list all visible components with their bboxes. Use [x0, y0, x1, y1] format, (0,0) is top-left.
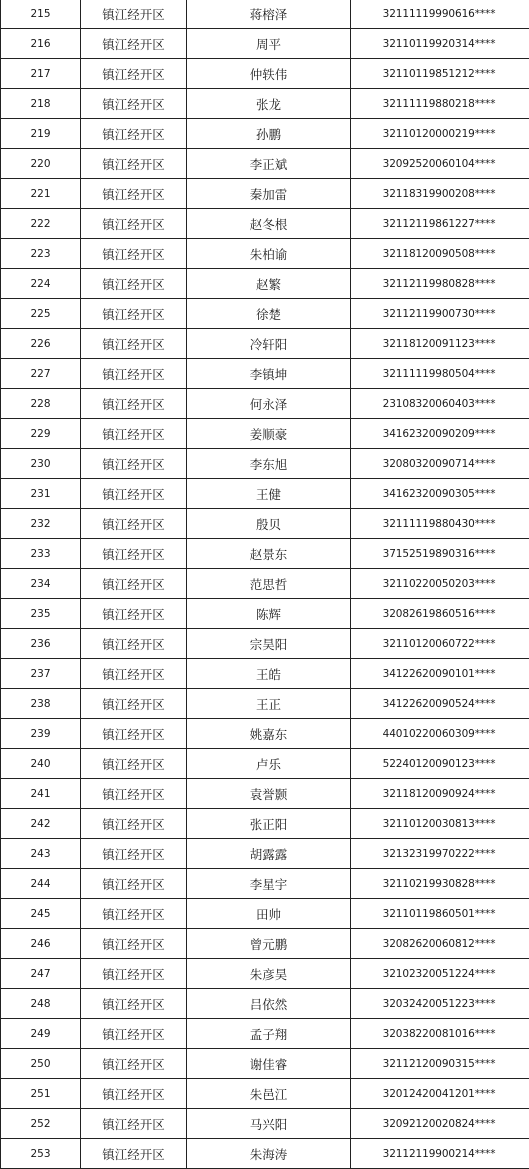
row-number-cell: 224 — [1, 269, 81, 298]
table-row — [1, 959, 529, 989]
table-row — [1, 1049, 529, 1079]
name-cell: 孟子翔 — [187, 1019, 351, 1048]
table-row — [1, 179, 529, 209]
id-number-cell: 32118120090508**** — [382, 247, 496, 260]
id-number-cell: 32112119900214**** — [382, 1147, 496, 1160]
id-number-cell: 32038220081016**** — [382, 1027, 496, 1040]
id-number-cell: 32111119880218**** — [382, 97, 496, 110]
table-row — [1, 89, 529, 119]
name-cell: 胡露露 — [187, 839, 351, 868]
table-row — [1, 749, 529, 779]
table-row — [1, 599, 529, 629]
name-cell: 王正 — [187, 689, 351, 718]
table-row — [1, 1109, 529, 1139]
area-cell: 镇江经开区 — [81, 899, 187, 928]
area-cell: 镇江经开区 — [81, 1019, 187, 1048]
row-number-cell: 239 — [1, 719, 81, 748]
area-cell: 镇江经开区 — [81, 29, 187, 58]
area-cell: 镇江经开区 — [81, 149, 187, 178]
row-number-cell: 221 — [1, 179, 81, 208]
area-cell: 镇江经开区 — [81, 989, 187, 1018]
name-cell: 王健 — [187, 479, 351, 508]
id-number-cell: 34122620090101**** — [382, 667, 496, 680]
area-cell: 镇江经开区 — [81, 479, 187, 508]
area-cell: 镇江经开区 — [81, 59, 187, 88]
table-row — [1, 1019, 529, 1049]
id-number-cell: 32110119920314**** — [382, 37, 496, 50]
name-cell: 李镇坤 — [187, 359, 351, 388]
table-row — [1, 539, 529, 569]
name-cell: 谢佳睿 — [187, 1049, 351, 1078]
id-number-cell: 32111119880430**** — [382, 517, 496, 530]
row-number-cell: 253 — [1, 1139, 81, 1168]
table-row — [1, 719, 529, 749]
row-number-cell: 243 — [1, 839, 81, 868]
row-number-cell: 230 — [1, 449, 81, 478]
area-cell: 镇江经开区 — [81, 0, 187, 28]
row-number-cell: 218 — [1, 89, 81, 118]
id-number-cell: 32110220050203**** — [382, 577, 496, 590]
row-number-cell: 246 — [1, 929, 81, 958]
name-cell: 李星宇 — [187, 869, 351, 898]
table-row — [1, 359, 529, 389]
row-number-cell: 234 — [1, 569, 81, 598]
name-cell: 殷贝 — [187, 509, 351, 538]
row-number-cell: 249 — [1, 1019, 81, 1048]
area-cell: 镇江经开区 — [81, 539, 187, 568]
table-row — [1, 659, 529, 689]
table-row — [1, 299, 529, 329]
name-cell: 徐楚 — [187, 299, 351, 328]
row-number-cell: 229 — [1, 419, 81, 448]
name-cell: 宗昊阳 — [187, 629, 351, 658]
name-cell: 仲轶伟 — [187, 59, 351, 88]
name-cell: 朱邑江 — [187, 1079, 351, 1108]
row-number-cell: 251 — [1, 1079, 81, 1108]
name-cell: 曾元鹏 — [187, 929, 351, 958]
area-cell: 镇江经开区 — [81, 269, 187, 298]
table-row — [1, 479, 529, 509]
area-cell: 镇江经开区 — [81, 689, 187, 718]
table-row — [1, 1079, 529, 1109]
row-number-cell: 252 — [1, 1109, 81, 1138]
area-cell: 镇江经开区 — [81, 749, 187, 778]
row-number-cell: 240 — [1, 749, 81, 778]
area-cell: 镇江经开区 — [81, 659, 187, 688]
name-cell: 秦加雷 — [187, 179, 351, 208]
id-number-cell: 32112120090315**** — [382, 1057, 496, 1070]
table-row — [1, 119, 529, 149]
row-number-cell: 233 — [1, 539, 81, 568]
row-number-cell: 226 — [1, 329, 81, 358]
area-cell: 镇江经开区 — [81, 869, 187, 898]
id-number-cell: 32032420051223**** — [382, 997, 496, 1010]
area-cell: 镇江经开区 — [81, 839, 187, 868]
id-number-cell: 32118120091123**** — [382, 337, 496, 350]
table-row — [1, 149, 529, 179]
id-number-cell: 32112119980828**** — [382, 277, 496, 290]
id-number-cell: 32110120000219**** — [382, 127, 496, 140]
table-row — [1, 389, 529, 419]
name-cell: 田帅 — [187, 899, 351, 928]
table-row — [1, 0, 529, 29]
id-number-cell: 44010220060309**** — [382, 727, 496, 740]
area-cell: 镇江经开区 — [81, 1079, 187, 1108]
id-number-cell: 23108320060403**** — [382, 397, 496, 410]
row-number-cell: 244 — [1, 869, 81, 898]
row-number-cell: 237 — [1, 659, 81, 688]
id-number-cell: 32111119980504**** — [382, 367, 496, 380]
table-row — [1, 869, 529, 899]
name-cell: 姚嘉东 — [187, 719, 351, 748]
table-row — [1, 419, 529, 449]
id-number-cell: 32080320090714**** — [382, 457, 496, 470]
row-number-cell: 223 — [1, 239, 81, 268]
table-row — [1, 569, 529, 599]
id-number-cell: 32110120060722**** — [382, 637, 496, 650]
id-number-cell: 34122620090524**** — [382, 697, 496, 710]
row-number-cell: 235 — [1, 599, 81, 628]
name-cell: 袁誉颢 — [187, 779, 351, 808]
area-cell: 镇江经开区 — [81, 119, 187, 148]
area-cell: 镇江经开区 — [81, 299, 187, 328]
id-number-cell: 32110120030813**** — [382, 817, 496, 830]
row-number-cell: 241 — [1, 779, 81, 808]
table-row — [1, 929, 529, 959]
name-cell: 朱彦昊 — [187, 959, 351, 988]
id-number-cell: 32110219930828**** — [382, 877, 496, 890]
name-cell: 张龙 — [187, 89, 351, 118]
name-cell: 李正斌 — [187, 149, 351, 178]
id-number-cell: 32082619860516**** — [382, 607, 496, 620]
name-cell: 陈辉 — [187, 599, 351, 628]
row-number-cell: 247 — [1, 959, 81, 988]
table-row — [1, 239, 529, 269]
name-cell: 王皓 — [187, 659, 351, 688]
row-number-cell: 227 — [1, 359, 81, 388]
row-number-cell: 228 — [1, 389, 81, 418]
area-cell: 镇江经开区 — [81, 359, 187, 388]
row-number-cell: 231 — [1, 479, 81, 508]
name-cell: 张正阳 — [187, 809, 351, 838]
row-number-cell: 236 — [1, 629, 81, 658]
row-number-cell: 250 — [1, 1049, 81, 1078]
name-cell: 范思哲 — [187, 569, 351, 598]
name-cell: 李东旭 — [187, 449, 351, 478]
row-number-cell: 242 — [1, 809, 81, 838]
table-row — [1, 809, 529, 839]
id-number-cell: 37152519890316**** — [382, 547, 496, 560]
name-cell: 何永泽 — [187, 389, 351, 418]
table-row — [1, 689, 529, 719]
id-number-cell: 32112119900730**** — [382, 307, 496, 320]
area-cell: 镇江经开区 — [81, 809, 187, 838]
row-number-cell: 245 — [1, 899, 81, 928]
table-row — [1, 449, 529, 479]
id-number-cell: 32102320051224**** — [382, 967, 496, 980]
name-cell: 蒋榕泽 — [187, 0, 351, 28]
table-row — [1, 59, 529, 89]
id-number-cell: 32132319970222**** — [382, 847, 496, 860]
table-row — [1, 779, 529, 809]
area-cell: 镇江经开区 — [81, 779, 187, 808]
name-cell: 朱柏谕 — [187, 239, 351, 268]
area-cell: 镇江经开区 — [81, 509, 187, 538]
name-cell: 孙鹏 — [187, 119, 351, 148]
id-number-cell: 34162320090209**** — [382, 427, 496, 440]
name-cell: 赵繁 — [187, 269, 351, 298]
name-cell: 姜顺豪 — [187, 419, 351, 448]
name-cell: 卢乐 — [187, 749, 351, 778]
table-row — [1, 899, 529, 929]
id-number-cell: 32092120020824**** — [382, 1117, 496, 1130]
name-cell: 朱海涛 — [187, 1139, 351, 1168]
area-cell: 镇江经开区 — [81, 629, 187, 658]
area-cell: 镇江经开区 — [81, 569, 187, 598]
row-number-cell: 215 — [1, 0, 81, 28]
id-number-cell: 32112119861227**** — [382, 217, 496, 230]
row-number-cell: 248 — [1, 989, 81, 1018]
area-cell: 镇江经开区 — [81, 389, 187, 418]
name-cell: 赵冬根 — [187, 209, 351, 238]
name-cell: 冷轩阳 — [187, 329, 351, 358]
row-number-cell: 232 — [1, 509, 81, 538]
area-cell: 镇江经开区 — [81, 209, 187, 238]
area-cell: 镇江经开区 — [81, 329, 187, 358]
area-cell: 镇江经开区 — [81, 719, 187, 748]
area-cell: 镇江经开区 — [81, 419, 187, 448]
id-number-cell: 34162320090305**** — [382, 487, 496, 500]
name-cell: 吕依然 — [187, 989, 351, 1018]
area-cell: 镇江经开区 — [81, 1139, 187, 1168]
id-number-cell: 32082620060812**** — [382, 937, 496, 950]
table-row — [1, 209, 529, 239]
row-number-cell: 220 — [1, 149, 81, 178]
name-cell: 赵景东 — [187, 539, 351, 568]
table-row — [1, 29, 529, 59]
row-number-cell: 238 — [1, 689, 81, 718]
area-cell: 镇江经开区 — [81, 929, 187, 958]
area-cell: 镇江经开区 — [81, 959, 187, 988]
name-cell: 马兴阳 — [187, 1109, 351, 1138]
name-cell: 周平 — [187, 29, 351, 58]
id-number-cell: 32110119851212**** — [382, 67, 496, 80]
row-number-cell: 225 — [1, 299, 81, 328]
area-cell: 镇江经开区 — [81, 239, 187, 268]
row-number-cell: 222 — [1, 209, 81, 238]
table-row — [1, 989, 529, 1019]
id-number-cell: 32118120090924**** — [382, 787, 496, 800]
table-row — [1, 329, 529, 359]
id-number-cell: 32118319900208**** — [382, 187, 496, 200]
area-cell: 镇江经开区 — [81, 1049, 187, 1078]
area-cell: 镇江经开区 — [81, 449, 187, 478]
table-row — [1, 629, 529, 659]
id-number-cell: 32012420041201**** — [382, 1087, 496, 1100]
id-number-cell: 32092520060104**** — [382, 157, 496, 170]
table-row — [1, 269, 529, 299]
table-row — [1, 509, 529, 539]
area-cell: 镇江经开区 — [81, 179, 187, 208]
table-row — [1, 839, 529, 869]
id-number-cell: 52240120090123**** — [382, 757, 496, 770]
area-cell: 镇江经开区 — [81, 599, 187, 628]
row-number-cell: 217 — [1, 59, 81, 88]
table-row — [1, 1139, 529, 1169]
id-number-cell: 32110119860501**** — [382, 907, 496, 920]
row-number-cell: 219 — [1, 119, 81, 148]
area-cell: 镇江经开区 — [81, 1109, 187, 1138]
area-cell: 镇江经开区 — [81, 89, 187, 118]
row-number-cell: 216 — [1, 29, 81, 58]
id-number-cell: 32111119990616**** — [382, 7, 496, 20]
